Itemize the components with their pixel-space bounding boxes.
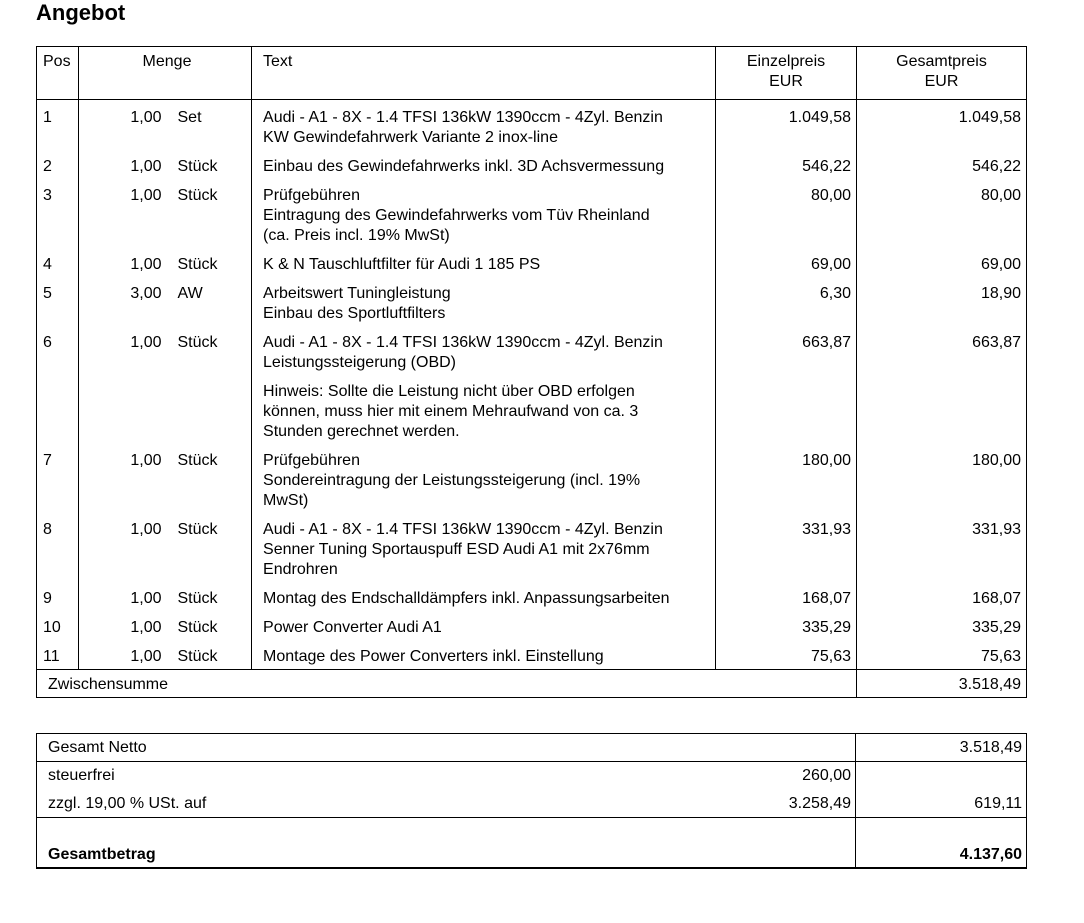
item-unit-price: 80,00 (716, 186, 857, 255)
item-description (252, 589, 716, 618)
header-gesamtpreis (857, 47, 1027, 100)
item-pos: 5 (37, 284, 79, 333)
item-unit: Set (168, 100, 252, 158)
table-row (37, 255, 1027, 284)
item-description-line: Audi - A1 - 8X - 1.4 TFSI 136kW 1390ccm - 4Zyl. Benzin (263, 334, 663, 351)
item-description (252, 618, 716, 647)
item-description-line: Montag des Endschalldämpfers inkl. Anpassungsarbeiten (263, 590, 670, 607)
item-unit-price: 1.049,58 (716, 100, 857, 158)
item-pos: 1 (37, 100, 79, 158)
item-total: 69,00 (980, 256, 1022, 273)
vat-label: zzgl. 19,00 % USt. auf (37, 790, 449, 818)
item-unit-price: 75,63 (716, 647, 857, 670)
item-hint (263, 382, 709, 442)
item-unit-price: 546,22 (716, 157, 857, 186)
item-description-line: (ca. Preis incl. 19% MwSt) (263, 227, 450, 244)
header-pos: Pos (37, 47, 79, 100)
netto-row (37, 734, 1027, 762)
header-text: Text (252, 47, 716, 100)
item-description-line: Endrohren (263, 561, 338, 578)
item-total: 18,90 (980, 285, 1022, 302)
item-total: 663,87 (972, 334, 1022, 351)
item-unit-price: 6,30 (716, 284, 857, 333)
item-description-line: Audi - A1 - 8X - 1.4 TFSI 136kW 1390ccm - 4Zyl. Benzin (263, 109, 663, 126)
subtotal-value: 3.518,49 (857, 670, 1027, 698)
item-unit: Stück (168, 520, 252, 589)
item-pos: 9 (37, 589, 79, 618)
item-quantity: 1,00 (130, 590, 162, 607)
item-pos: 10 (37, 618, 79, 647)
item-pos: 6 (37, 333, 79, 451)
item-total: 1.049,58 (958, 109, 1022, 126)
item-quantity: 1,00 (130, 334, 162, 351)
item-quantity: 3,00 (130, 285, 162, 302)
item-description-line: KW Gewindefahrwerk Variante 2 inox-line (263, 129, 558, 146)
item-description (252, 255, 716, 284)
table-row (37, 284, 1027, 333)
item-pos: 8 (37, 520, 79, 589)
table-row (37, 186, 1027, 255)
table-row (37, 157, 1027, 186)
item-total: 75,63 (980, 648, 1022, 665)
item-total: 331,93 (972, 521, 1022, 538)
item-pos: 11 (37, 647, 79, 670)
item-description-line: Einbau des Gewindefahrwerks inkl. 3D Achsvermessung (263, 158, 665, 175)
header-einzelpreis (716, 47, 857, 100)
item-description-line: K & N Tauschluftfilter für Audi 1 185 PS (263, 256, 541, 273)
table-row (37, 520, 1027, 589)
table-row (37, 451, 1027, 520)
header-einzelpreis-currency: EUR (769, 73, 803, 90)
item-quantity: 1,00 (130, 452, 162, 469)
item-description (252, 186, 716, 255)
item-quantity: 1,00 (130, 187, 162, 204)
item-quantity: 1,00 (130, 619, 162, 636)
item-quantity: 1,00 (130, 109, 162, 126)
item-quantity: 1,00 (130, 158, 162, 175)
item-description-line: Prüfgebühren (263, 452, 360, 469)
subtotal-row (37, 670, 1027, 698)
item-description-line: Eintragung des Gewindefahrwerks vom Tüv Rheinland (263, 207, 650, 224)
grand-total-row (37, 818, 1027, 869)
item-hint-line: können, muss hier mit einem Mehraufwand von ca. 3 (263, 403, 639, 420)
item-description-line: Leistungssteigerung (OBD) (263, 354, 456, 371)
taxfree-row (37, 762, 1027, 791)
vat-base: 3.258,49 (449, 790, 856, 818)
item-unit: Stück (168, 618, 252, 647)
taxfree-label: steuerfrei (48, 767, 115, 784)
item-description-line: MwSt) (263, 492, 309, 509)
item-unit: Stück (168, 647, 252, 670)
item-description-line: Prüfgebühren (263, 187, 360, 204)
vat-value: 619,11 (856, 790, 1027, 818)
item-total: 168,07 (972, 590, 1022, 607)
grand-total-label: Gesamtbetrag (48, 846, 156, 863)
items-body (37, 100, 1027, 670)
item-pos: 4 (37, 255, 79, 284)
item-total: 180,00 (972, 452, 1022, 469)
item-unit: Stück (168, 255, 252, 284)
item-quantity: 1,00 (130, 648, 162, 665)
item-hint-line: Hinweis: Sollte die Leistung nicht über OBD erfolgen (263, 383, 635, 400)
item-unit-price: 331,93 (716, 520, 857, 589)
table-row (37, 100, 1027, 158)
netto-label: Gesamt Netto (37, 734, 856, 762)
item-description-line: Power Converter Audi A1 (263, 619, 442, 636)
item-unit-price: 69,00 (716, 255, 857, 284)
item-quantity: 1,00 (130, 256, 162, 273)
item-description-line: Audi - A1 - 8X - 1.4 TFSI 136kW 1390ccm - 4Zyl. Benzin (263, 521, 663, 538)
item-total: 335,29 (972, 619, 1022, 636)
taxfree-value (856, 762, 1027, 791)
item-description (252, 647, 716, 670)
item-pos: 3 (37, 186, 79, 255)
item-description-line: Sondereintragung der Leistungssteigerung (incl. 19% (263, 472, 641, 489)
item-description (252, 520, 716, 589)
item-unit: Stück (168, 186, 252, 255)
grand-total-value: 4.137,60 (856, 818, 1027, 869)
vat-row (37, 790, 1027, 818)
table-header-row (37, 47, 1027, 100)
item-description (252, 100, 716, 158)
table-row (37, 589, 1027, 618)
item-unit: Stück (168, 157, 252, 186)
item-unit: Stück (168, 589, 252, 618)
item-description (252, 451, 716, 520)
taxfree-base: 260,00 (802, 767, 852, 784)
document-title: Angebot (36, 0, 126, 25)
item-pos: 7 (37, 451, 79, 520)
table-row (37, 618, 1027, 647)
item-unit: Stück (168, 451, 252, 520)
item-unit: Stück (168, 333, 252, 451)
item-description (252, 333, 716, 451)
item-description (252, 157, 716, 186)
item-description-line: Montage des Power Converters inkl. Einstellung (263, 648, 604, 665)
item-description-line: Arbeitswert Tuningleistung (263, 285, 451, 302)
item-total: 80,00 (980, 187, 1022, 204)
header-einzelpreis-label: Einzelpreis (746, 53, 826, 70)
item-unit-price: 335,29 (716, 618, 857, 647)
item-unit-price: 663,87 (716, 333, 857, 451)
header-gesamtpreis-label: Gesamtpreis (896, 53, 987, 70)
item-total: 546,22 (972, 158, 1022, 175)
item-pos: 2 (37, 157, 79, 186)
table-row (37, 333, 1027, 451)
item-unit-price: 168,07 (716, 589, 857, 618)
header-gesamtpreis-currency: EUR (924, 73, 959, 90)
header-menge: Menge (79, 47, 252, 100)
netto-value: 3.518,49 (856, 734, 1027, 762)
item-unit: AW (168, 284, 252, 333)
item-hint-line: Stunden gerechnet werden. (263, 423, 460, 440)
item-description-line: Senner Tuning Sportauspuff ESD Audi A1 mit 2x76mm (263, 541, 650, 558)
totals-table (36, 733, 1027, 869)
item-unit-price: 180,00 (716, 451, 857, 520)
item-description (252, 284, 716, 333)
item-quantity: 1,00 (130, 521, 162, 538)
subtotal-label: Zwischensumme (37, 670, 857, 698)
items-table (36, 46, 1027, 698)
table-row (37, 647, 1027, 670)
item-description-line: Einbau des Sportluftfilters (263, 305, 446, 322)
